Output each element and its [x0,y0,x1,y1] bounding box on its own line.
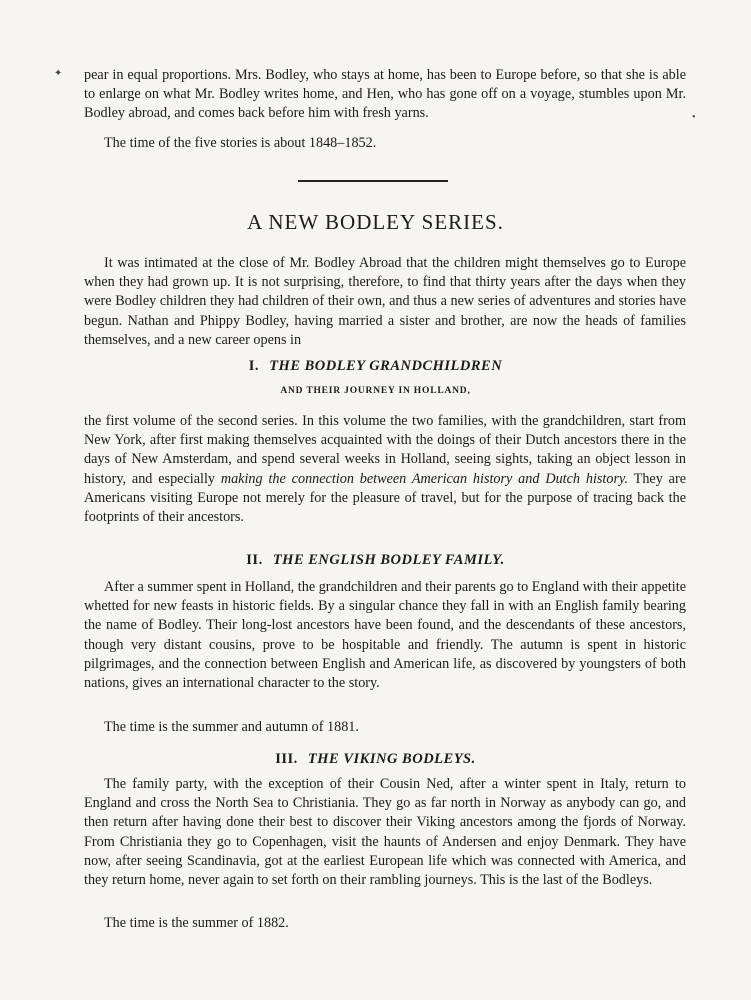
intro-time-line: The time of the five stories is about 1848–1852. [104,135,377,151]
section1-text-after: They are Americans visiting Europe not merely for the pleasure of travel, but for the purpose of tracing back the footprints of their ancestors. [84,470,686,526]
section1-paragraph [84,412,686,527]
section1-title: THE BODLEY GRANDCHILDREN [269,358,503,374]
section3-heading [0,751,751,768]
section3-time-line: The time is the summer of 1882. [104,915,289,931]
intro-paragraph: pear in equal proportions. Mrs. Bodley, who stays at home, has been to Europe before, so that she is able to enlarge on what Mr. Bodley writes home, and Hen, who has gone off on a voyage, stumbles upon Mr. Bodley abroad, and comes back before him with fresh yarns. [84,67,686,122]
page-speck-mark: ✦ [54,68,63,79]
section2-title: THE ENGLISH BODLEY FAMILY. [272,552,505,568]
section3-number: III. [275,751,298,767]
section1-text-italic: making the connection between American history and Dutch history. [220,470,629,487]
section1-heading [0,358,751,375]
section-divider-rule [298,180,448,182]
section2-heading [0,552,751,569]
section1-number: I. [248,358,260,374]
section2-number: II. [246,552,263,568]
section1-text-before: the first volume of the second series. In this volume the two families, with the grandchildren, start from New York, after first making themselves acquainted with the doings of their Dutch ancestors there in the days of New Amsterdam, and spend several weeks in Holland, seeing sights, taking an object lesson in history, and especially [84,413,686,487]
page-speck-mark: • [692,112,696,123]
section2-paragraph: After a summer spent in Holland, the grandchildren and their parents go to England with their appetite whetted for new feasts in historic fields. By a singular chance they fall in with an English family bearing the name of Bodley. Their long-lost ancestors have been found, and the descendants of these ancestors, though very distant cousins, prove to be hospitable and friendly. The autumn is spent in historic pilgrimages, and the connection between English and American life, as discovered by youngsters of both nations, gives an international character to the story. [84,579,686,692]
series-title: A NEW BODLEY SERIES. [247,210,504,234]
series-intro-paragraph: It was intimated at the close of Mr. Bodley Abroad that the children might themselves go to Europe when they had grown up. It is not surprising, therefore, to find that thirty years after the days when they were Bodley children they had children of their own, and thus a new series of adventures and stories have begun. Nathan and Phippy Bodley, having married a sister and brother, are now the heads of families themselves, and a new career opens in [84,255,686,348]
section1-subtitle: AND THEIR JOURNEY IN HOLLAND, [280,386,471,396]
section2-time-line: The time is the summer and autumn of 1881. [104,719,359,735]
section3-title: THE VIKING BODLEYS. [307,751,476,767]
section3-paragraph: The family party, with the exception of their Cousin Ned, after a winter spent in Italy, return to England and cross the North Sea to Christiania. They go as far north in Norway as anybody can go, and then return after having done their best to discover their Viking ancestors among the fjords of Norway. From Christiania they go to Copenhagen, visit the haunts of Andersen and enjoy Denmark. They have now, after seeing Scandinavia, got at the earliest European life which was connected with America, and they return home, never again to set forth on their rambling journeys. This is the last of the Bodleys. [84,776,686,889]
